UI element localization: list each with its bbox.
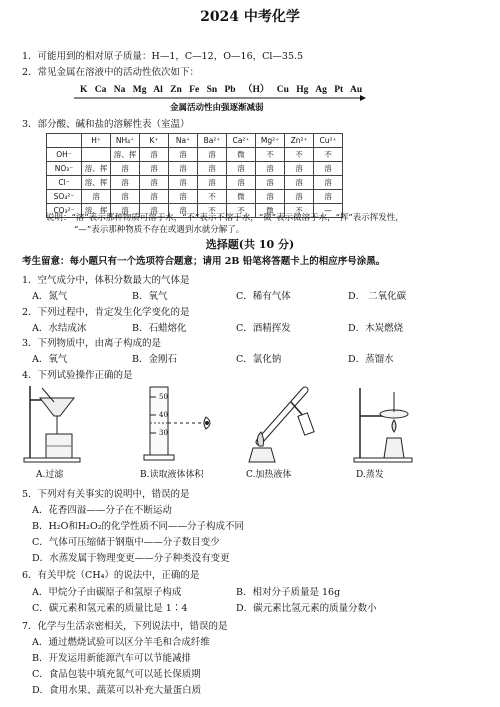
question-5-option-c: C．气体可压缩储于钢瓶中——分子数目变少 bbox=[32, 537, 220, 548]
table-cell: 不 bbox=[256, 148, 285, 162]
question-7-option-d: D．食用水果、蔬菜可以补充大量蛋白质 bbox=[32, 685, 202, 696]
table-header-cell: Zn²⁺ bbox=[285, 134, 314, 148]
question-4-option-a: A.过滤 bbox=[36, 470, 64, 480]
table-cell: SO₄²⁻ bbox=[47, 190, 82, 204]
table-cell: 溶 bbox=[111, 190, 140, 204]
table-header-cell: K⁺ bbox=[140, 134, 169, 148]
table-row bbox=[47, 148, 343, 162]
question-7-stem: 7．化学与生活亲密相关，下列说法中，错误的是 bbox=[22, 621, 228, 632]
solubility-table bbox=[46, 133, 343, 218]
table-cell: 溶 bbox=[82, 190, 111, 204]
table-cell: 溶 bbox=[256, 190, 285, 204]
table-note-2: “—”表示那种物质不存在或遇到水就分解了。 bbox=[74, 225, 245, 235]
table-note-1: 说明：“溶”表示那种物质可溶于水，“不”表示不溶于水，“微”表示微溶于水，“挥”表示挥发性， bbox=[46, 213, 404, 223]
question-3-option-a: A．氧气 bbox=[32, 354, 68, 365]
table-header-cell: H⁺ bbox=[82, 134, 111, 148]
question-5-option-d: D．水蒸发属于物理变更——分子种类没有变更 bbox=[32, 553, 230, 564]
question-3-option-d: D．蒸馏水 bbox=[348, 354, 394, 365]
question-1-stem: 1．空气成分中，体积分数最大的气体是 bbox=[22, 275, 190, 286]
info-item-1: 1．可能用到的相对原子质量：H—1，C—12，O—16，Cl—35.5 bbox=[22, 51, 304, 62]
table-header-cell: Cu²⁺ bbox=[314, 134, 343, 148]
table-cell: — bbox=[314, 204, 343, 218]
question-6-option-d: D．碳元素比氢元素的质量分数小 bbox=[236, 603, 377, 614]
table-cell: 不 bbox=[198, 204, 227, 218]
table-cell: 不 bbox=[198, 190, 227, 204]
question-7-option-c: C．食品包装中填充氮气可以延长保质期 bbox=[32, 669, 201, 680]
cylinder-reading-figure bbox=[140, 385, 220, 463]
question-5-option-b: B．H₂O和H₂O₂的化学性质不同——分子构成不同 bbox=[32, 521, 245, 532]
question-3-stem: 3．下列物质中，由离子构成的是 bbox=[22, 338, 162, 349]
table-row bbox=[47, 190, 343, 204]
question-7-option-b: B．开发运用新能源汽车可以节能减排 bbox=[32, 653, 191, 664]
table-cell bbox=[82, 148, 111, 162]
table-cell: 溶、挥 bbox=[82, 162, 111, 176]
table-row bbox=[47, 162, 343, 176]
page-title: 2024 中考化学 bbox=[200, 9, 300, 25]
table-cell: 溶 bbox=[140, 162, 169, 176]
question-1-option-c: C．稀有气体 bbox=[236, 291, 291, 302]
question-2-option-b: B．石蜡熔化 bbox=[132, 323, 187, 334]
table-cell: NO₃⁻ bbox=[47, 162, 82, 176]
table-cell: 溶 bbox=[111, 176, 140, 190]
table-cell: 溶 bbox=[169, 176, 198, 190]
table-header-cell: Mg²⁺ bbox=[256, 134, 285, 148]
filtration-apparatus-figure bbox=[20, 382, 90, 464]
question-4-option-d: D.蒸发 bbox=[356, 470, 384, 480]
table-cell: 溶 bbox=[198, 148, 227, 162]
evaporation-figure bbox=[350, 382, 420, 464]
table-cell: 不 bbox=[285, 148, 314, 162]
table-row bbox=[47, 176, 343, 190]
table-cell: 溶 bbox=[314, 190, 343, 204]
question-3-option-c: C．氯化钠 bbox=[236, 354, 282, 365]
table-header-cell: Ca²⁺ bbox=[227, 134, 256, 148]
question-2-option-d: D．木炭燃烧 bbox=[348, 323, 404, 334]
table-cell: 溶 bbox=[285, 176, 314, 190]
info-item-2: 2．常见金属在溶液中的活动性依次如下： bbox=[22, 67, 200, 78]
question-2-stem: 2．下列过程中，肯定发生化学变化的是 bbox=[22, 307, 190, 318]
table-cell: 溶 bbox=[314, 176, 343, 190]
table-cell: 溶 bbox=[256, 176, 285, 190]
heating-liquid-figure bbox=[245, 384, 325, 464]
section-title: 选择题(共 10 分) bbox=[205, 238, 295, 251]
table-header-cell bbox=[47, 134, 82, 148]
question-7-option-a: A．通过燃烧试验可以区分羊毛和合成纤维 bbox=[32, 637, 210, 648]
question-6-option-b: B．相对分子质量是 16g bbox=[236, 587, 341, 598]
cylinder-tick-50: 50 bbox=[159, 393, 168, 401]
question-6-stem: 6．有关甲烷（CH₄）的说法中，正确的是 bbox=[22, 570, 200, 581]
cylinder-tick-40: 40 bbox=[159, 411, 168, 419]
question-4-stem: 4．下列试验操作正确的是 bbox=[22, 370, 133, 381]
question-2-option-a: A．水结成冰 bbox=[32, 323, 87, 334]
table-cell: 溶 bbox=[140, 148, 169, 162]
table-cell: 溶 bbox=[140, 176, 169, 190]
table-header-cell: Na⁺ bbox=[169, 134, 198, 148]
table-header-cell: Ba²⁺ bbox=[198, 134, 227, 148]
question-6-option-c: C．碳元素和氢元素的质量比是 1∶4 bbox=[32, 603, 188, 614]
table-cell: 溶 bbox=[140, 190, 169, 204]
table-cell: 溶 bbox=[111, 162, 140, 176]
table-cell: 溶 bbox=[198, 162, 227, 176]
question-3-option-b: B．金刚石 bbox=[132, 354, 177, 365]
table-cell: 溶 bbox=[256, 162, 285, 176]
table-cell: 溶、挥 bbox=[82, 176, 111, 190]
table-cell: 溶 bbox=[285, 162, 314, 176]
table-cell: 溶、挥 bbox=[111, 148, 140, 162]
question-1-option-a: A．氮气 bbox=[32, 291, 68, 302]
table-cell: 溶、挥 bbox=[82, 204, 111, 218]
table-cell: 微 bbox=[227, 148, 256, 162]
instruction: 考生留意：每小题只有一个选项符合题意；请用 2B 铅笔将答题卡上的相应序号涂黑。 bbox=[22, 256, 386, 267]
table-cell: CO₃²⁻ bbox=[47, 204, 82, 218]
table-cell: 溶 bbox=[198, 176, 227, 190]
question-1-option-d: D． 二氧化碳 bbox=[348, 291, 407, 302]
table-cell: 溶 bbox=[227, 162, 256, 176]
cylinder-tick-30: 30 bbox=[159, 429, 168, 437]
info-item-3: 3．部分酸、碱和盐的溶解性表（室温） bbox=[22, 119, 190, 130]
table-header-row bbox=[47, 134, 343, 148]
metal-activity-series: K Ca Na Mg Al Zn Fe Sn Pb （H） Cu Hg Ag Pt Au bbox=[80, 85, 363, 95]
question-2-option-c: C．酒精挥发 bbox=[236, 323, 291, 334]
table-cell: 不 bbox=[314, 148, 343, 162]
table-cell: 溶 bbox=[140, 204, 169, 218]
table-cell: 溶 bbox=[169, 162, 198, 176]
table-cell: 微 bbox=[256, 204, 285, 218]
table-cell: 溶 bbox=[111, 204, 140, 218]
table-header-cell: NH₄⁺ bbox=[111, 134, 140, 148]
table-cell: 溶 bbox=[169, 190, 198, 204]
table-cell: 微 bbox=[227, 190, 256, 204]
table-cell: 不 bbox=[227, 204, 256, 218]
question-4-option-b: B.读取液体体积 bbox=[140, 470, 204, 480]
table-cell: OH⁻ bbox=[47, 148, 82, 162]
question-5-stem: 5．下列对有关事实的说明中，错误的是 bbox=[22, 489, 190, 500]
table-cell: Cl⁻ bbox=[47, 176, 82, 190]
question-1-option-b: B．氧气 bbox=[132, 291, 168, 302]
arrow-label: 金属活动性由强逐渐减弱 bbox=[170, 103, 264, 113]
table-cell: 溶 bbox=[314, 162, 343, 176]
table-cell: 不 bbox=[285, 204, 314, 218]
question-5-option-a: A．花香四溢——分子在不断运动 bbox=[32, 505, 172, 516]
question-4-option-c: C.加热液体 bbox=[246, 470, 292, 480]
question-6-option-a: A．甲烷分子由碳原子和氢原子构成 bbox=[32, 587, 182, 598]
table-cell: 溶 bbox=[169, 148, 198, 162]
table-cell: 溶 bbox=[169, 204, 198, 218]
table-cell: 溶 bbox=[227, 176, 256, 190]
table-cell: 溶 bbox=[285, 190, 314, 204]
